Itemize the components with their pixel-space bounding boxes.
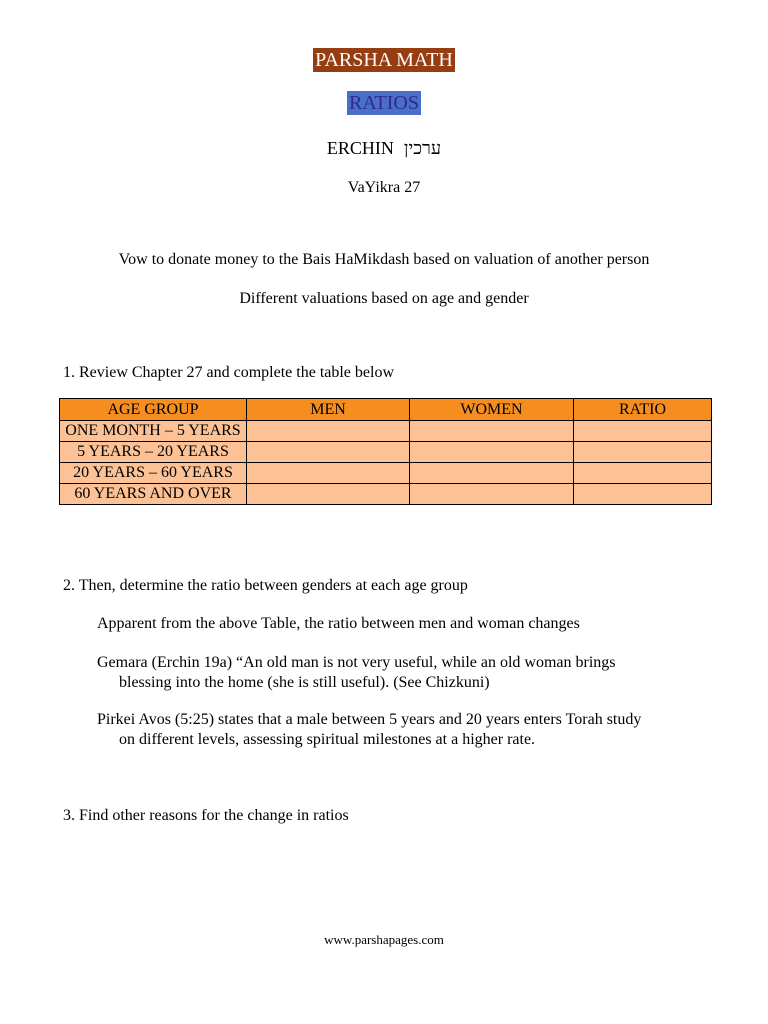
page-subtitle: RATIOS [348,92,419,114]
step-1-instruction: 1. Review Chapter 27 and complete the table below [63,364,395,381]
men-cell[interactable] [247,442,410,463]
women-cell[interactable] [410,442,574,463]
step-2-instruction: 2. Then, determine the ratio between genders at each age group [63,577,468,594]
header-men: MEN [247,399,410,421]
women-cell[interactable] [410,463,574,484]
header-women: WOMEN [410,399,574,421]
valuation-table [59,398,712,505]
table-row [60,442,712,463]
note-pirkei-line-2: on different levels, assessing spiritual milestones at a higher rate. [119,731,536,748]
note-pirkei-avos [97,710,641,750]
women-cell[interactable] [410,484,574,505]
header-age-group: AGE GROUP [60,399,247,421]
page-title: PARSHA MATH [315,49,453,71]
age-group-cell: 20 YEARS – 60 YEARS [60,463,247,484]
men-cell[interactable] [247,421,410,442]
note-pirkei-line-1: Pirkei Avos (5:25) states that a male between 5 years and 20 years enters Torah study [97,711,642,728]
table-row [60,484,712,505]
intro-line-2: Different valuations based on age and gender [239,290,529,307]
table-row [60,421,712,442]
age-group-cell: 60 YEARS AND OVER [60,484,247,505]
ratio-cell[interactable] [574,463,712,484]
intro-line-1: Vow to donate money to the Bais HaMikdash based on valuation of another person [118,251,650,268]
title-row [0,48,768,72]
ratio-cell[interactable] [574,484,712,505]
ratio-cell[interactable] [574,421,712,442]
note-gemara-line-1: Gemara (Erchin 19a) “An old man is not very useful, while an old woman brings [97,654,616,671]
topic-english: ERCHIN [326,138,394,158]
source-reference: VaYikra 27 [347,179,421,196]
women-cell[interactable] [410,421,574,442]
footer-website-link[interactable]: www.parshapages.com [324,932,444,947]
subtitle-row [0,91,768,115]
note-apparent: Apparent from the above Table, the ratio between men and woman changes [97,615,580,632]
men-cell[interactable] [247,463,410,484]
topic-row [0,137,768,159]
step-3-instruction: 3. Find other reasons for the change in ratios [63,807,349,824]
table-row [60,463,712,484]
header-ratio: RATIO [574,399,712,421]
age-group-cell: 5 YEARS – 20 YEARS [60,442,247,463]
men-cell[interactable] [247,484,410,505]
note-gemara [97,653,616,693]
age-group-cell: ONE MONTH – 5 YEARS [60,421,247,442]
ratio-cell[interactable] [574,442,712,463]
topic-hebrew: ערכין [403,138,442,158]
table-header-row [60,399,712,421]
note-gemara-line-2: blessing into the home (she is still useful). (See Chizkuni) [119,674,490,691]
